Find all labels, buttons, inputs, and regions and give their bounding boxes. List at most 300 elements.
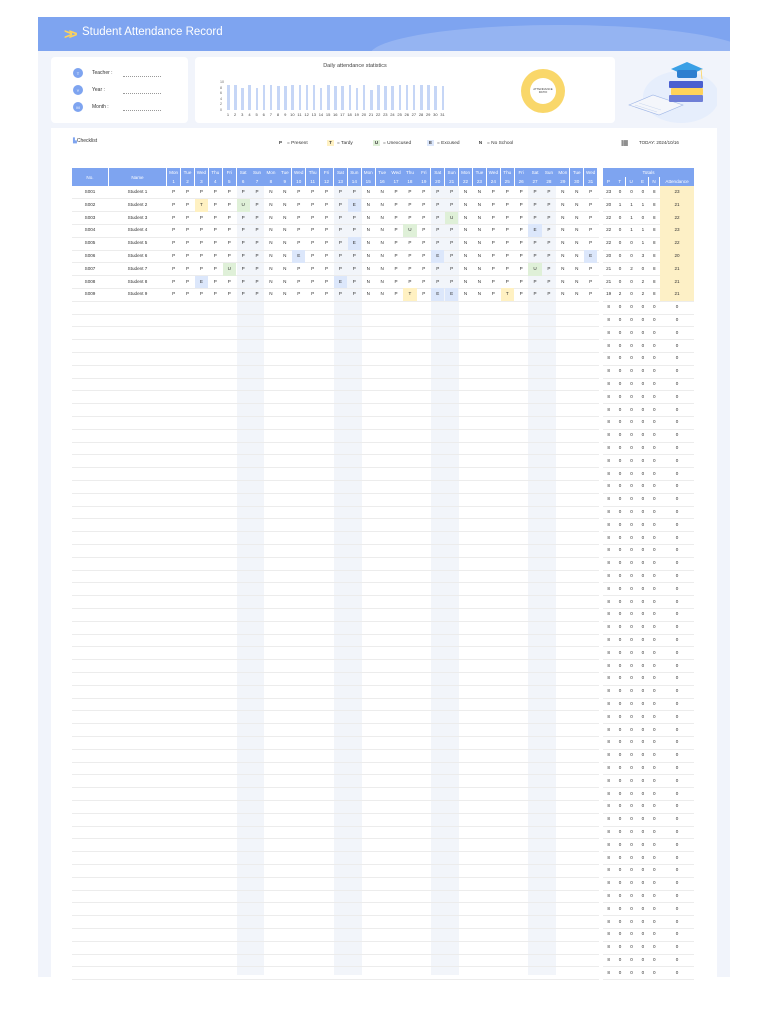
legend-item bbox=[277, 140, 308, 146]
attendance-mark[interactable]: N bbox=[561, 201, 565, 207]
attendance-mark[interactable]: P bbox=[491, 189, 495, 194]
attendance-mark[interactable]: P bbox=[505, 253, 509, 258]
attendance-mark[interactable]: N bbox=[380, 265, 384, 271]
attendance-mark[interactable]: N bbox=[477, 201, 482, 207]
attendance-mark[interactable]: T bbox=[403, 288, 416, 301]
attendance-mark[interactable]: P bbox=[519, 214, 523, 220]
attendance-mark[interactable]: N bbox=[283, 240, 287, 246]
attendance-mark[interactable]: P bbox=[352, 253, 356, 258]
attendance-mark[interactable]: N bbox=[269, 240, 273, 246]
attendance-mark[interactable]: P bbox=[213, 240, 217, 246]
attendance-mark[interactable]: P bbox=[325, 265, 329, 271]
attendance-mark[interactable]: P bbox=[311, 253, 315, 258]
attendance-mark[interactable]: N bbox=[269, 278, 273, 284]
attendance-mark[interactable]: P bbox=[255, 253, 259, 258]
attendance-mark[interactable]: N bbox=[380, 201, 384, 207]
attendance-mark[interactable]: N bbox=[477, 240, 482, 246]
attendance-mark[interactable]: P bbox=[186, 240, 190, 246]
attendance-mark[interactable]: T bbox=[501, 288, 514, 301]
attendance-mark[interactable]: N bbox=[561, 265, 565, 271]
attendance-mark[interactable]: N bbox=[283, 189, 287, 194]
attendance-mark[interactable]: N bbox=[366, 291, 370, 297]
attendance-mark[interactable]: P bbox=[213, 253, 217, 258]
attendance-mark[interactable]: P bbox=[589, 291, 593, 297]
attendance-mark[interactable]: P bbox=[227, 253, 231, 258]
attendance-mark[interactable]: P bbox=[450, 253, 454, 258]
total-value: 0 bbox=[641, 637, 645, 642]
attendance-mark[interactable]: E bbox=[584, 250, 597, 263]
total-value: 8 bbox=[607, 841, 610, 847]
total-value: 0 bbox=[630, 368, 633, 374]
attendance-mark[interactable]: N bbox=[269, 201, 273, 207]
attendance-mark[interactable]: P bbox=[505, 278, 509, 284]
attendance-mark[interactable]: P bbox=[255, 214, 259, 220]
attendance-mark[interactable]: P bbox=[422, 201, 426, 207]
attendance-mark[interactable]: N bbox=[283, 278, 287, 284]
month-field[interactable] bbox=[123, 105, 161, 111]
attendance-mark[interactable]: P bbox=[519, 265, 523, 271]
attendance-mark[interactable]: N bbox=[269, 214, 273, 220]
attendance-mark[interactable]: P bbox=[394, 214, 398, 220]
attendance-mark[interactable]: N bbox=[463, 240, 468, 246]
attendance-mark[interactable]: N bbox=[575, 265, 579, 271]
row-divider bbox=[72, 710, 599, 711]
attendance-mark[interactable]: P bbox=[172, 291, 176, 297]
attendance-mark[interactable]: U bbox=[528, 263, 541, 276]
attendance-mark[interactable]: P bbox=[311, 265, 315, 271]
attendance-mark[interactable]: P bbox=[172, 189, 176, 194]
attendance-mark[interactable]: N bbox=[380, 278, 384, 284]
attendance-mark[interactable]: P bbox=[186, 201, 190, 207]
attendance-mark[interactable]: P bbox=[352, 265, 356, 271]
attendance-mark[interactable]: E bbox=[292, 250, 305, 263]
attendance-mark[interactable]: P bbox=[436, 278, 440, 284]
attendance-mark[interactable]: U bbox=[445, 212, 458, 225]
attendance-mark[interactable]: N bbox=[477, 214, 482, 220]
attendance-mark[interactable]: P bbox=[394, 291, 398, 297]
attendance-mark[interactable]: P bbox=[227, 240, 231, 246]
attendance-mark[interactable]: P bbox=[325, 240, 329, 246]
attendance-mark[interactable]: P bbox=[505, 227, 509, 233]
attendance-mark[interactable]: N bbox=[269, 253, 273, 258]
attendance-mark[interactable]: N bbox=[269, 189, 273, 194]
attendance-mark[interactable]: N bbox=[561, 227, 565, 233]
attendance-mark[interactable]: P bbox=[519, 253, 523, 258]
attendance-mark[interactable]: P bbox=[338, 214, 342, 220]
attendance-mark[interactable]: P bbox=[519, 189, 523, 194]
attendance-mark[interactable]: P bbox=[505, 240, 509, 246]
attendance-mark[interactable]: P bbox=[186, 189, 190, 194]
attendance-mark[interactable]: P bbox=[199, 240, 203, 246]
attendance-mark[interactable]: P bbox=[255, 291, 259, 297]
attendance-mark[interactable]: P bbox=[589, 214, 593, 220]
attendance-mark[interactable]: P bbox=[408, 253, 412, 258]
attendance-mark[interactable]: N bbox=[463, 278, 468, 284]
attendance-mark[interactable]: P bbox=[213, 291, 217, 297]
attendance-mark[interactable]: E bbox=[348, 237, 361, 250]
attendance-mark[interactable]: E bbox=[445, 288, 458, 301]
attendance-mark[interactable]: P bbox=[325, 201, 329, 207]
attendance-mark[interactable]: P bbox=[589, 278, 593, 284]
attendance-mark[interactable]: P bbox=[325, 278, 329, 284]
attendance-mark[interactable]: N bbox=[575, 291, 579, 297]
attendance-mark[interactable]: P bbox=[408, 278, 412, 284]
attendance-mark[interactable]: P bbox=[297, 201, 301, 207]
attendance-mark[interactable]: N bbox=[380, 214, 384, 220]
attendance-mark[interactable]: P bbox=[325, 253, 329, 258]
attendance-mark[interactable]: P bbox=[436, 227, 440, 233]
year-field[interactable] bbox=[123, 88, 161, 94]
attendance-mark[interactable]: P bbox=[533, 201, 537, 207]
attendance-mark[interactable]: N bbox=[463, 189, 468, 194]
attendance-mark[interactable]: N bbox=[575, 189, 579, 194]
attendance-mark[interactable]: P bbox=[241, 189, 245, 194]
attendance-mark[interactable]: P bbox=[186, 278, 190, 284]
header-weekday: Wed bbox=[391, 169, 401, 175]
attendance-mark[interactable]: P bbox=[213, 265, 217, 271]
attendance-mark[interactable]: P bbox=[519, 201, 523, 207]
attendance-mark[interactable]: P bbox=[213, 214, 217, 220]
attendance-mark[interactable]: P bbox=[325, 291, 329, 297]
attendance-mark[interactable]: P bbox=[505, 189, 509, 194]
attendance-mark[interactable]: N bbox=[463, 265, 468, 271]
attendance-mark[interactable]: P bbox=[589, 227, 593, 233]
attendance-mark[interactable]: N bbox=[283, 265, 287, 271]
attendance-mark[interactable]: N bbox=[380, 240, 384, 246]
attendance-mark[interactable]: E bbox=[195, 276, 208, 289]
attendance-mark[interactable]: P bbox=[199, 227, 203, 233]
attendance-mark[interactable]: P bbox=[491, 201, 495, 207]
attendance-mark[interactable]: P bbox=[213, 189, 217, 194]
attendance-mark[interactable]: P bbox=[547, 201, 551, 207]
attendance-mark[interactable]: P bbox=[505, 265, 509, 271]
attendance-mark[interactable]: P bbox=[213, 278, 217, 284]
attendance-mark[interactable]: P bbox=[227, 189, 231, 194]
attendance-mark[interactable]: N bbox=[561, 240, 565, 246]
attendance-mark[interactable]: P bbox=[213, 227, 217, 233]
attendance-mark[interactable]: P bbox=[255, 227, 259, 233]
attendance-mark[interactable]: N bbox=[477, 189, 482, 194]
attendance-mark[interactable]: P bbox=[589, 189, 593, 194]
attendance-mark[interactable]: P bbox=[491, 227, 495, 233]
attendance-mark[interactable]: P bbox=[325, 189, 329, 194]
attendance-mark[interactable]: N bbox=[575, 253, 579, 258]
attendance-mark[interactable]: E bbox=[431, 250, 444, 263]
attendance-mark[interactable]: E bbox=[431, 288, 444, 301]
attendance-mark[interactable]: E bbox=[528, 224, 541, 237]
attendance-mark[interactable]: P bbox=[352, 291, 356, 297]
attendance-mark[interactable]: N bbox=[561, 278, 565, 284]
attendance-mark[interactable]: N bbox=[575, 227, 579, 233]
attendance-mark[interactable]: N bbox=[283, 291, 287, 297]
attendance-mark[interactable]: P bbox=[227, 214, 231, 220]
attendance-mark[interactable]: P bbox=[547, 253, 551, 258]
attendance-mark[interactable]: P bbox=[533, 253, 537, 258]
attendance-mark[interactable]: N bbox=[366, 240, 370, 246]
attendance-mark[interactable]: P bbox=[422, 291, 426, 297]
attendance-mark[interactable]: P bbox=[519, 291, 523, 297]
attendance-mark[interactable]: P bbox=[338, 253, 342, 258]
header-weekday: Mon bbox=[167, 168, 180, 177]
attendance-mark[interactable]: N bbox=[380, 253, 384, 258]
attendance-mark[interactable]: P bbox=[186, 214, 190, 220]
attendance-mark[interactable]: P bbox=[172, 265, 176, 271]
attendance-mark[interactable]: N bbox=[477, 253, 482, 258]
attendance-mark[interactable]: P bbox=[589, 201, 593, 207]
attendance-mark[interactable]: N bbox=[575, 201, 579, 207]
attendance-mark[interactable]: P bbox=[505, 201, 509, 207]
attendance-mark[interactable]: N bbox=[561, 214, 565, 220]
attendance-mark[interactable]: P bbox=[352, 227, 356, 233]
attendance-mark[interactable]: N bbox=[380, 189, 384, 194]
attendance-mark[interactable]: P bbox=[519, 240, 523, 246]
attendance-mark[interactable]: P bbox=[311, 201, 315, 207]
attendance-mark[interactable]: N bbox=[283, 214, 287, 220]
attendance-mark[interactable]: P bbox=[505, 214, 509, 220]
attendance-mark[interactable]: P bbox=[491, 214, 495, 220]
attendance-mark[interactable]: P bbox=[394, 265, 398, 271]
attendance-mark[interactable]: P bbox=[227, 291, 231, 297]
attendance-mark[interactable]: P bbox=[408, 189, 412, 194]
attendance-mark[interactable]: N bbox=[463, 291, 468, 297]
attendance-mark[interactable]: N bbox=[269, 265, 273, 271]
attendance-mark[interactable]: P bbox=[547, 240, 551, 246]
attendance-mark[interactable]: P bbox=[297, 278, 301, 284]
attendance-mark[interactable]: P bbox=[325, 227, 329, 233]
attendance-mark[interactable]: P bbox=[450, 265, 454, 271]
attendance-mark[interactable]: P bbox=[186, 291, 190, 297]
total-value: 0 bbox=[641, 419, 645, 425]
attendance-mark[interactable]: P bbox=[422, 189, 426, 194]
attendance-mark[interactable]: P bbox=[436, 240, 440, 246]
attendance-mark[interactable]: P bbox=[186, 265, 190, 271]
attendance-mark[interactable]: P bbox=[519, 227, 523, 233]
attendance-mark[interactable]: N bbox=[561, 291, 565, 297]
attendance-mark[interactable]: P bbox=[450, 278, 454, 284]
attendance-mark[interactable]: P bbox=[241, 291, 245, 297]
attendance-mark[interactable]: P bbox=[408, 240, 412, 246]
attendance-mark[interactable]: P bbox=[533, 214, 537, 220]
attendance-mark[interactable]: P bbox=[227, 278, 231, 284]
attendance-mark[interactable]: P bbox=[436, 189, 440, 194]
attendance-mark[interactable]: P bbox=[450, 201, 454, 207]
attendance-mark[interactable]: N bbox=[561, 189, 565, 194]
attendance-mark[interactable]: N bbox=[477, 265, 482, 271]
attendance-mark[interactable]: P bbox=[519, 278, 523, 284]
attendance-mark[interactable]: N bbox=[561, 253, 565, 258]
attendance-mark[interactable]: N bbox=[366, 253, 370, 258]
attendance-mark[interactable]: P bbox=[352, 278, 356, 284]
attendance-mark[interactable]: P bbox=[241, 240, 245, 246]
attendance-mark[interactable]: P bbox=[436, 265, 440, 271]
attendance-mark[interactable]: P bbox=[311, 291, 315, 297]
attendance-mark[interactable]: N bbox=[366, 278, 370, 284]
weekend-column bbox=[348, 186, 362, 975]
attendance-mark[interactable]: P bbox=[199, 291, 203, 297]
attendance-mark[interactable]: P bbox=[394, 253, 398, 258]
attendance-mark[interactable]: P bbox=[297, 214, 301, 220]
attendance-mark[interactable]: P bbox=[172, 201, 176, 207]
attendance-mark[interactable]: P bbox=[311, 189, 315, 194]
attendance-mark[interactable]: N bbox=[283, 201, 287, 207]
attendance-mark[interactable]: P bbox=[311, 278, 315, 284]
attendance-mark[interactable]: E bbox=[334, 276, 347, 289]
attendance-mark[interactable]: P bbox=[338, 240, 342, 246]
student-name: Student 9 bbox=[127, 291, 148, 297]
attendance-mark[interactable]: P bbox=[172, 240, 176, 246]
attendance-mark[interactable]: N bbox=[463, 214, 468, 220]
attendance-mark[interactable]: N bbox=[477, 278, 482, 284]
attendance-mark[interactable]: P bbox=[422, 240, 426, 246]
attendance-mark[interactable]: P bbox=[547, 214, 551, 220]
attendance-mark[interactable]: P bbox=[297, 240, 301, 246]
attendance-mark[interactable]: P bbox=[436, 201, 440, 207]
attendance-mark[interactable]: P bbox=[227, 201, 231, 207]
attendance-mark[interactable]: P bbox=[436, 214, 440, 220]
attendance-mark[interactable]: P bbox=[491, 291, 495, 297]
attendance-mark[interactable]: P bbox=[547, 265, 551, 271]
attendance-mark[interactable]: P bbox=[338, 189, 342, 194]
attendance-mark[interactable]: P bbox=[547, 227, 551, 233]
attendance-mark[interactable]: P bbox=[394, 227, 398, 233]
attendance-mark[interactable]: P bbox=[533, 189, 537, 194]
attendance-mark[interactable]: N bbox=[269, 227, 273, 233]
attendance-mark[interactable]: P bbox=[227, 227, 231, 233]
attendance-mark[interactable]: N bbox=[366, 265, 370, 271]
attendance-mark[interactable]: N bbox=[477, 227, 482, 233]
attendance-mark[interactable]: P bbox=[491, 240, 495, 246]
attendance-mark[interactable]: P bbox=[255, 189, 259, 194]
attendance-mark[interactable]: P bbox=[338, 227, 342, 233]
attendance-mark[interactable]: P bbox=[422, 265, 426, 271]
attendance-mark[interactable]: P bbox=[241, 253, 245, 258]
attendance-mark[interactable]: U bbox=[223, 263, 236, 276]
attendance-mark[interactable]: N bbox=[380, 227, 384, 233]
attendance-mark[interactable]: U bbox=[403, 224, 416, 237]
attendance-mark[interactable]: P bbox=[589, 265, 593, 271]
attendance-mark[interactable]: T bbox=[195, 199, 208, 212]
attendance-mark[interactable]: P bbox=[422, 253, 426, 258]
attendance-mark[interactable]: P bbox=[311, 240, 315, 246]
attendance-mark[interactable]: P bbox=[491, 253, 495, 258]
attendance-mark[interactable]: N bbox=[366, 189, 370, 194]
attendance-mark[interactable]: N bbox=[380, 291, 384, 297]
attendance-mark[interactable]: P bbox=[311, 227, 315, 233]
attendance-mark[interactable]: P bbox=[338, 265, 342, 271]
attendance-mark[interactable]: N bbox=[366, 201, 370, 207]
attendance-mark[interactable]: P bbox=[394, 189, 398, 194]
attendance-mark[interactable]: P bbox=[589, 240, 593, 246]
attendance-mark[interactable]: P bbox=[491, 278, 495, 284]
attendance-mark[interactable]: P bbox=[352, 189, 356, 194]
attendance-mark[interactable]: P bbox=[338, 201, 342, 207]
attendance-mark[interactable]: N bbox=[463, 253, 468, 258]
attendance-mark[interactable]: P bbox=[394, 240, 398, 246]
total-value: 0 bbox=[618, 457, 622, 463]
attendance-mark[interactable]: P bbox=[297, 291, 301, 297]
attendance-mark[interactable]: P bbox=[199, 189, 203, 194]
attendance-mark[interactable]: P bbox=[199, 253, 203, 258]
attendance-mark[interactable]: N bbox=[366, 227, 370, 233]
attendance-mark[interactable]: P bbox=[255, 240, 259, 246]
attendance-mark[interactable]: P bbox=[547, 189, 551, 194]
attendance-mark[interactable]: P bbox=[172, 214, 176, 220]
attendance-mark[interactable]: P bbox=[394, 201, 398, 207]
attendance-mark[interactable]: N bbox=[463, 227, 468, 233]
attendance-mark[interactable]: E bbox=[348, 199, 361, 212]
attendance-mark[interactable]: P bbox=[533, 240, 537, 246]
attendance-mark[interactable]: P bbox=[241, 227, 245, 233]
attendance-mark[interactable]: P bbox=[422, 214, 426, 220]
attendance-mark[interactable]: N bbox=[575, 240, 579, 246]
attendance-mark[interactable]: P bbox=[338, 291, 342, 297]
attendance-mark[interactable]: N bbox=[575, 278, 579, 284]
attendance-mark[interactable]: P bbox=[213, 201, 217, 207]
attendance-mark[interactable]: N bbox=[269, 291, 273, 297]
attendance-mark[interactable]: U bbox=[237, 199, 250, 212]
attendance-mark[interactable]: N bbox=[366, 214, 370, 220]
attendance-mark[interactable]: P bbox=[186, 227, 190, 233]
attendance-total: 0 bbox=[675, 547, 679, 553]
attendance-mark[interactable]: P bbox=[199, 265, 203, 271]
attendance-mark[interactable]: P bbox=[422, 278, 426, 284]
attendance-mark[interactable]: N bbox=[463, 201, 468, 207]
attendance-mark[interactable]: P bbox=[241, 265, 245, 271]
teacher-field[interactable] bbox=[123, 71, 161, 77]
attendance-total: 21 bbox=[660, 288, 694, 301]
attendance-mark[interactable]: P bbox=[241, 214, 245, 220]
attendance-mark[interactable]: P bbox=[547, 291, 551, 297]
attendance-mark[interactable]: P bbox=[450, 240, 454, 246]
attendance-mark[interactable]: P bbox=[408, 201, 412, 207]
attendance-mark[interactable]: P bbox=[186, 253, 190, 258]
attendance-mark[interactable]: P bbox=[491, 265, 495, 271]
attendance-mark[interactable]: P bbox=[172, 278, 176, 284]
attendance-mark[interactable]: P bbox=[533, 278, 537, 284]
attendance-mark[interactable]: P bbox=[325, 214, 329, 220]
attendance-mark[interactable]: P bbox=[297, 227, 301, 233]
x-tick-label: 15 bbox=[325, 112, 331, 117]
attendance-mark[interactable]: P bbox=[547, 278, 551, 284]
attendance-mark[interactable]: P bbox=[408, 265, 412, 271]
attendance-mark[interactable]: P bbox=[450, 227, 454, 233]
total-value: 8 bbox=[653, 265, 656, 271]
attendance-mark[interactable]: P bbox=[352, 214, 356, 220]
attendance-mark[interactable]: P bbox=[297, 189, 301, 194]
attendance-mark[interactable]: P bbox=[311, 214, 315, 220]
attendance-mark[interactable]: P bbox=[241, 278, 245, 284]
header-day: 2 bbox=[181, 177, 194, 186]
attendance-mark[interactable]: N bbox=[283, 253, 287, 258]
attendance-mark[interactable]: P bbox=[394, 278, 398, 284]
attendance-mark[interactable]: P bbox=[533, 291, 537, 297]
attendance-mark[interactable]: P bbox=[450, 189, 454, 194]
header-day: 16 bbox=[376, 177, 389, 186]
attendance-mark[interactable]: P bbox=[255, 201, 259, 207]
attendance-mark[interactable]: N bbox=[575, 214, 579, 220]
attendance-mark[interactable]: P bbox=[172, 253, 176, 258]
attendance-mark[interactable]: N bbox=[283, 227, 287, 233]
attendance-mark[interactable]: P bbox=[255, 278, 259, 284]
attendance-mark[interactable]: P bbox=[172, 227, 176, 233]
attendance-mark[interactable]: P bbox=[255, 265, 259, 271]
attendance-total: 0 bbox=[675, 317, 679, 322]
attendance-mark[interactable]: P bbox=[408, 214, 412, 220]
attendance-mark[interactable]: P bbox=[297, 265, 301, 271]
attendance-mark[interactable]: P bbox=[422, 227, 426, 233]
attendance-mark[interactable]: P bbox=[199, 214, 203, 220]
attendance-mark[interactable]: N bbox=[477, 291, 482, 297]
